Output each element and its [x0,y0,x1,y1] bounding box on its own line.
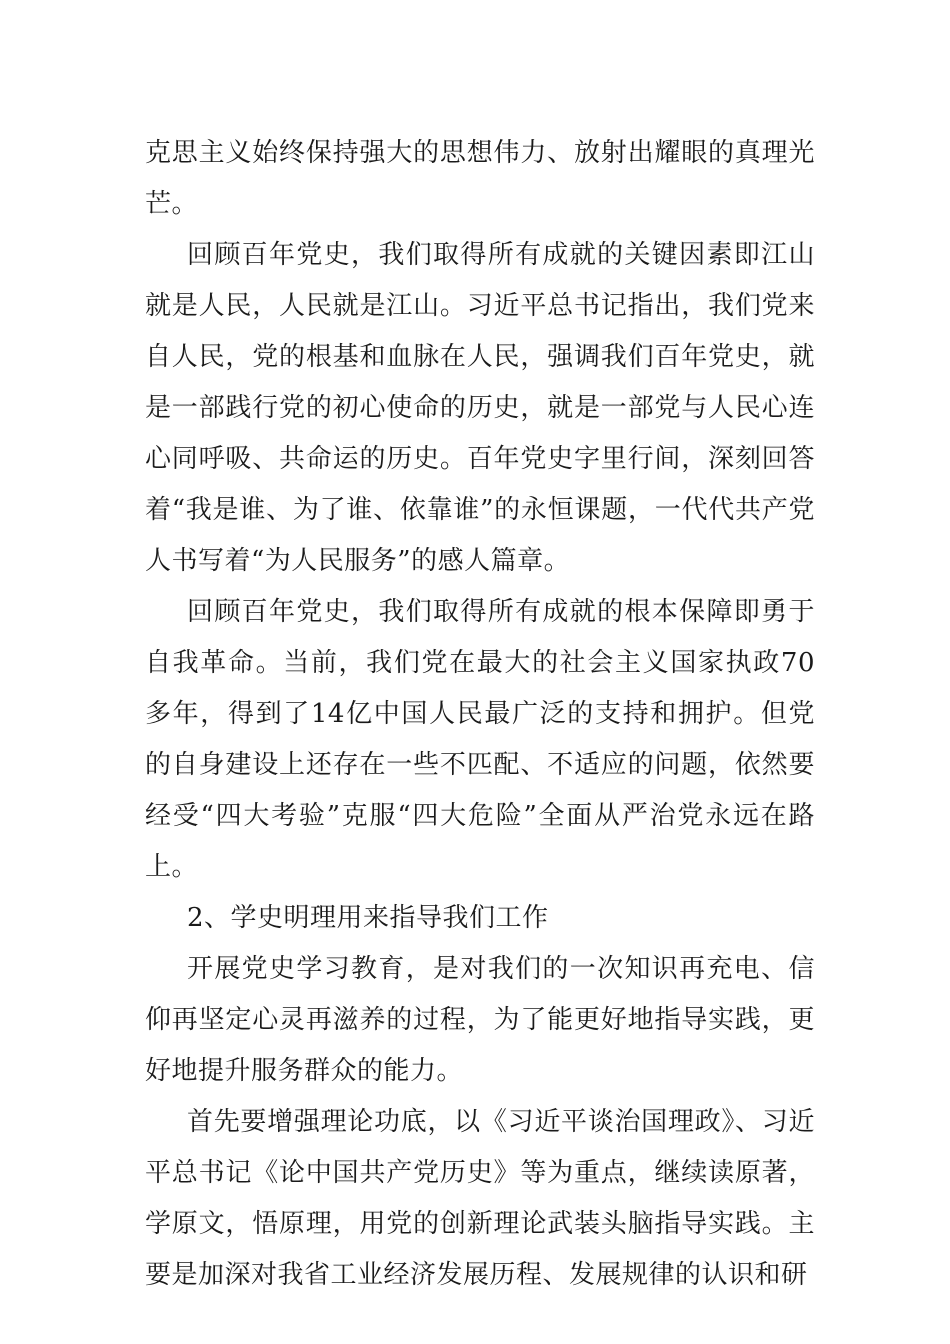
paragraph-4: 开展党史学习教育，是对我们的一次知识再充电、信仰再坚定心灵再滋养的过程，为了能更好地指导实践，更好地提升服务群众的能力。 [145,954,815,1086]
paragraph-3: 回顾百年党史，我们取得所有成就的根本保障即勇于自我革命。当前，我们党在最大的社会主义国家执政70多年，得到了14亿中国人民最广泛的支持和拥护。但党的自身建设上还存在一些不匹配、不适应的问题，依然要经受“四大考验”克服“四大危险”全面从严治党永远在路上。 [145,597,815,882]
section-heading: 2、学史明理用来指导我们工作 [187,903,549,933]
paragraph-2: 回顾百年党史，我们取得所有成就的关键因素即江山就是人民，人民就是江山。习近平总书记指出，我们党来自人民，党的根基和血脉在人民，强调我们百年党史，就是一部践行党的初心使命的历史，就是一部党与人民心连心同呼吸、共命运的历史。百年党史字里行间，深刻回答着“我是谁、为了谁、依靠谁”的永恒课题，一代代共产党人书写着“为人民服务”的感人篇章。 [145,240,815,576]
document-body [145,128,815,1301]
paragraph-5: 首先要增强理论功底，以《习近平谈治国理政》、习近平总书记《论中国共产党历史》等为重点，继续读原著，学原文，悟原理，用党的创新理论武装头脑指导实践。主要是加深对我省工业经济发展历程、发展规律的认识和研 [145,1107,815,1290]
paragraph-1: 克思主义始终保持强大的思想伟力、放射出耀眼的真理光芒。 [145,138,815,219]
